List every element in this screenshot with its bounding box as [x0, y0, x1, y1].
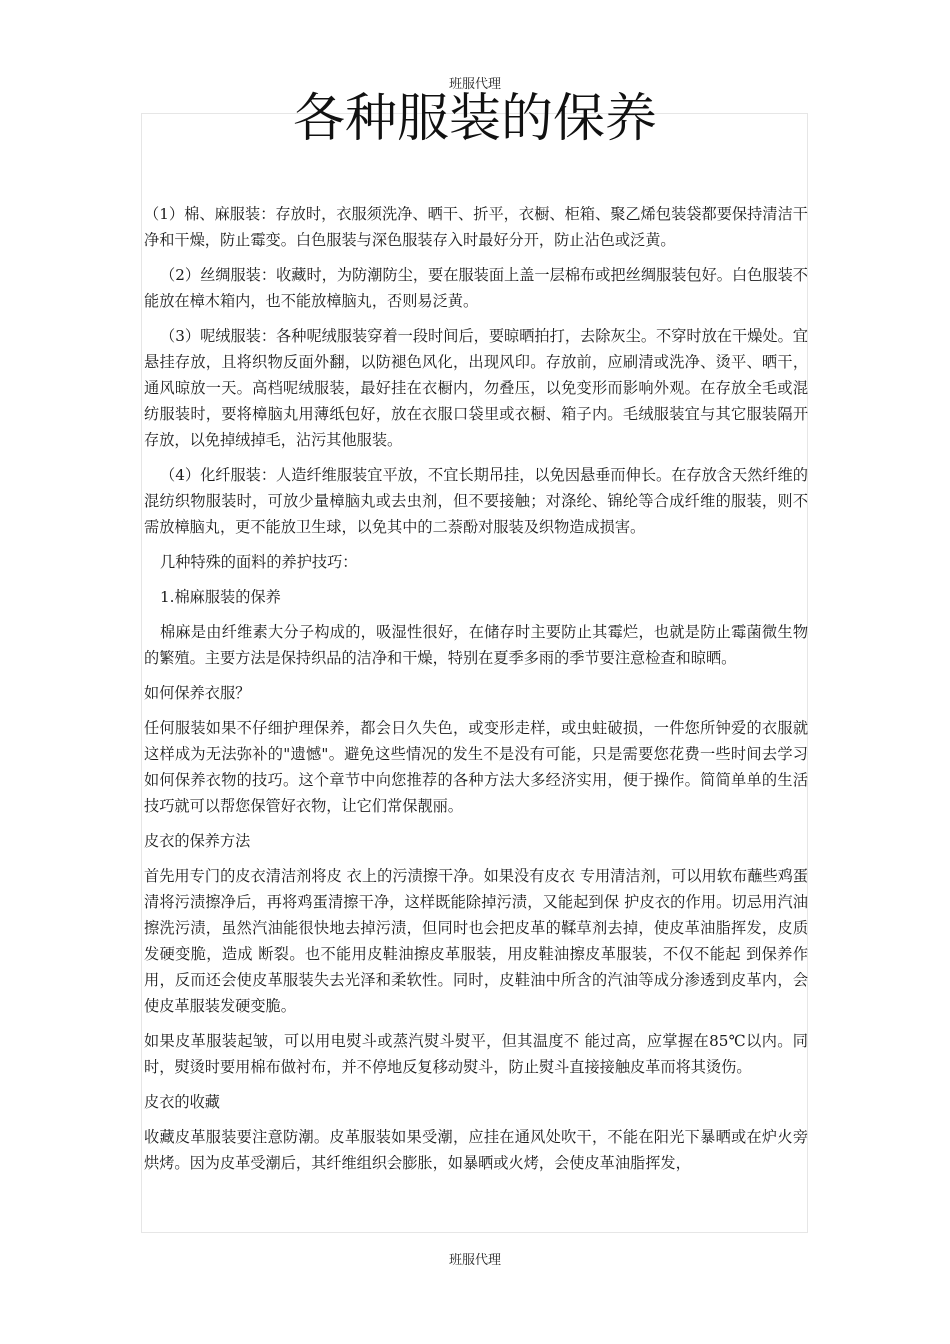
- section-heading-leather-care: 皮衣的保养方法: [144, 832, 251, 850]
- paragraph-leather-storage: 收藏皮革服装要注意防潮。皮革服装如果受潮，应挂在通风处吹干，不能在阳光下暴晒或在炉火旁 烘烤。因为皮革受潮后，其纤维组织会膨胀，如暴晒或火烤，会使皮革油脂挥发，: [144, 1128, 808, 1172]
- paragraph-leather-ironing: 如果皮革服装起皱，可以用电熨斗或蒸汽熨斗熨平，但其温度不 能过高，应掌握在85℃以内。同时，熨烫时要用棉布做衬布，并不停地反复移动熨斗，防止熨斗直接接触皮革而将其烫伤。: [144, 1032, 808, 1076]
- page-title: 各种服装的保养: [292, 89, 657, 149]
- paragraph-how-to-care: 任何服装如果不仔细护理保养，都会日久失色，或变形走样，或虫蛀破损，一件您所钟爱的衣服就这样成为无法弥补的"遗憾"。避免这些情况的发生不是没有可能，只是需要您花费一些时间去学习如何保养衣物的技巧。这个章节中向您推荐的各种方法大多经济实用，便于操作。简简单单的生活技巧就可以帮您保管好衣物，让它们常保靓丽。: [144, 719, 808, 815]
- section-heading-leather-storage: 皮衣的收藏: [144, 1093, 220, 1111]
- page-footer: 班服代理: [448, 1253, 501, 1268]
- section-heading-how-to-care: 如何保养衣服？: [144, 684, 251, 702]
- paragraph-silk: （2）丝绸服装：收藏时，为防潮防尘，要在服装面上盖一层棉布或把丝绸服装包好。白色服装不能放在樟木箱内，也不能放樟脑丸，否则易泛黄。: [144, 266, 808, 310]
- paragraph-leather-cleaning: 首先用专门的皮衣清洁剂将皮 衣上的污渍擦干净。如果没有皮衣 专用清洁剂，可以用软布蘸些鸡蛋清将污渍擦净后，再将鸡蛋清擦干净，这样既能除掉污渍，又能起到保 护皮衣的作用。切忌用汽油擦洗污渍，虽然汽油能很快地去掉污渍，但同时也会把皮革的鞣草剂去掉，使皮革油脂挥发，皮质发硬变脆，造成 断裂。也不能用皮鞋油擦皮革服装，用皮鞋油擦皮革服装，不仅不能起 到保养作用，反而还会使皮革服装失去光泽和柔软性。同时，皮鞋油中所含的汽油等成分渗透到皮革内，会使皮革服装发硬变脆。: [144, 867, 808, 1015]
- paragraph-wool: （3）呢绒服装：各种呢绒服装穿着一段时间后，要晾晒拍打，去除灰尘。不穿时放在干燥处。宜悬挂存放，且将织物反面外翻，以防褪色风化，出现风印。存放前，应刷清或洗净、烫平、晒干，通风晾放一天。高档呢绒服装，最好挂在衣橱内，勿叠压，以免变形而影响外观。在存放全毛或混纺服装时，要将樟脑丸用薄纸包好，放在衣服口袋里或衣橱、箱子内。毛绒服装宜与其它服装隔开存放，以免掉绒掉毛，沾污其他服装。: [144, 327, 808, 449]
- paragraph-synthetic: （4）化纤服装：人造纤维服装宜平放，不宜长期吊挂，以免因悬垂而伸长。在存放含天然纤维的混纺织物服装时，可放少量樟脑丸或去虫剂，但不要接触；对涤纶、锦纶等合成纤维的服装，则不需放樟脑丸，更不能放卫生球，以免其中的二萘酚对服装及织物造成损害。: [144, 466, 808, 536]
- section-heading-special-fabrics: 几种特殊的面料的养护技巧：: [160, 553, 358, 571]
- paragraph-cotton-linen-care: 棉麻是由纤维素大分子构成的，吸湿性很好，在储存时主要防止其霉烂，也就是防止霉菌微生物的繁殖。主要方法是保持织品的洁净和干燥，特别在夏季多雨的季节要注意检查和晾晒。: [144, 623, 808, 667]
- page-header: 班服代理: [448, 77, 501, 92]
- paragraph-cotton-linen: （1）棉、麻服装：存放时，衣服须洗净、晒干、折平，衣橱、柜箱、聚乙烯包装袋都要保持清洁干净和干燥，防止霉变。白色服装与深色服装存入时最好分开，防止沾色或泛黄。: [144, 205, 808, 249]
- document-body: [144, 201, 808, 1231]
- subheading-cotton-linen-care: 1.棉麻服装的保养: [160, 588, 281, 606]
